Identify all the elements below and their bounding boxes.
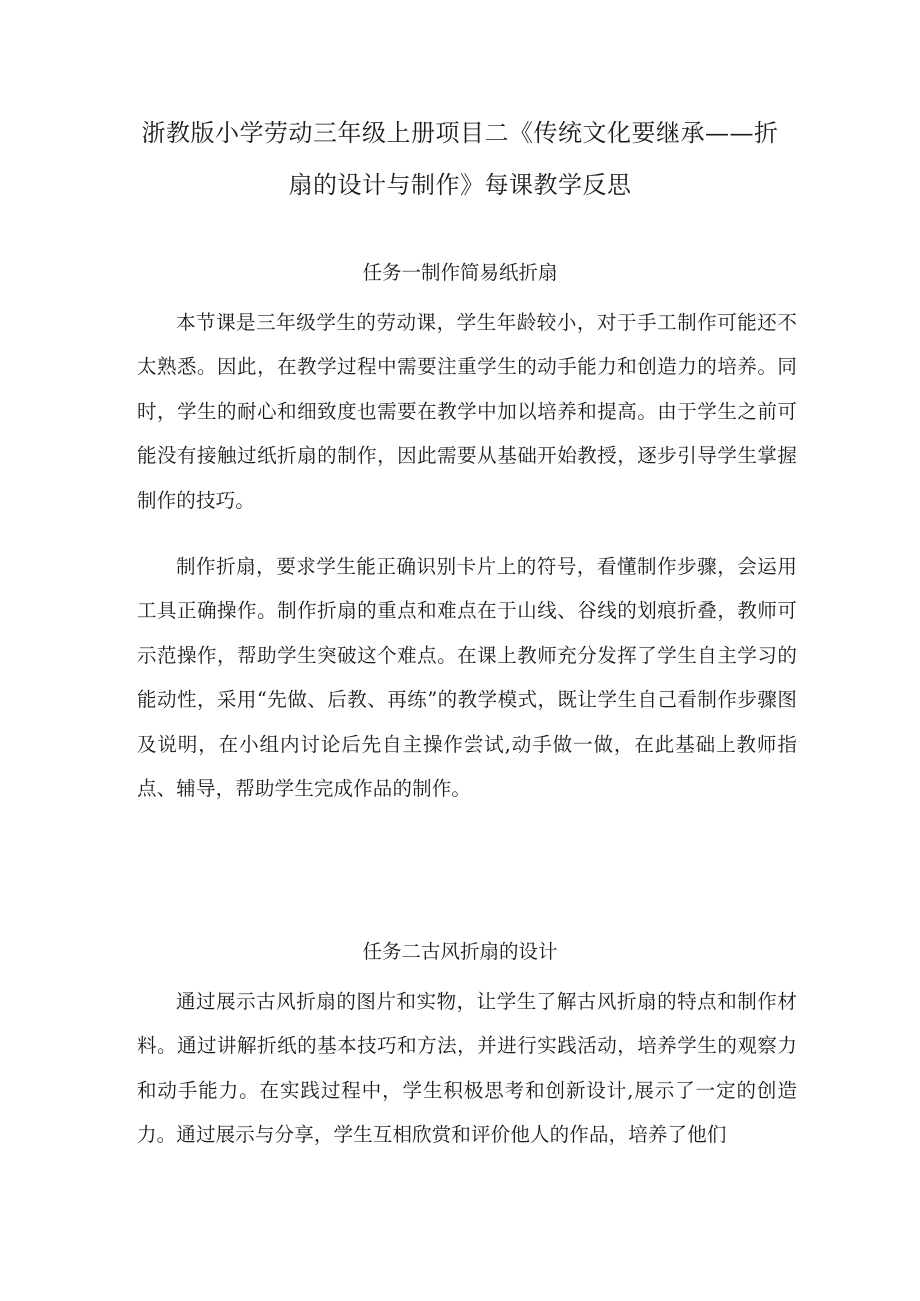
- document-title-line-1: 浙教版小学劳动三年级上册项目二《传统文化要继承——折: [141, 119, 779, 147]
- section-2-paragraph-1: 通过展示古风折扇的图片和实物，让学生了解古风折扇的特点和制作材料。通过讲解折纸的基本技巧和方法，并进行实践活动，培养学生的观察力和动手能力。在实践过程中，学生积极思考和创新设计,展示了一定的创造力。通过展示与分享，学生互相欣赏和评价他人的作品，培养了他们: [137, 990, 797, 1147]
- section-1-paragraph-1: 本节课是三年级学生的劳动课，学生年龄较小，对于手工制作可能还不太熟悉。因此，在教学过程中需要注重学生的动手能力和创造力的培养。同时，学生的耐心和细致度也需要在教学中加以培养和提高。由于学生之前可能没有接触过纸折扇的制作，因此需要从基础开始教授，逐步引导学生掌握制作的技巧。: [137, 311, 797, 512]
- document-title-line-2: 扇的设计与制作》每课教学反思: [288, 171, 632, 199]
- section-2-heading: 任务二古风折扇的设计: [362, 940, 558, 963]
- section-1-heading: 任务一制作简易纸折扇: [362, 261, 558, 284]
- section-1-paragraph-2: 制作折扇，要求学生能正确识别卡片上的符号，看懂制作步骤，会运用工具正确操作。制作折扇的重点和难点在于山线、谷线的划痕折叠，教师可示范操作，帮助学生突破这个难点。在课上教师充分发挥了学生自主学习的能动性，采用“先做、后教、再练”的教学模式，既让学生自己看制作步骤图及说明，在小组内讨论后先自主操作尝试,动手做一做，在此基础上教师指点、辅导，帮助学生完成作品的制作。: [137, 555, 797, 801]
